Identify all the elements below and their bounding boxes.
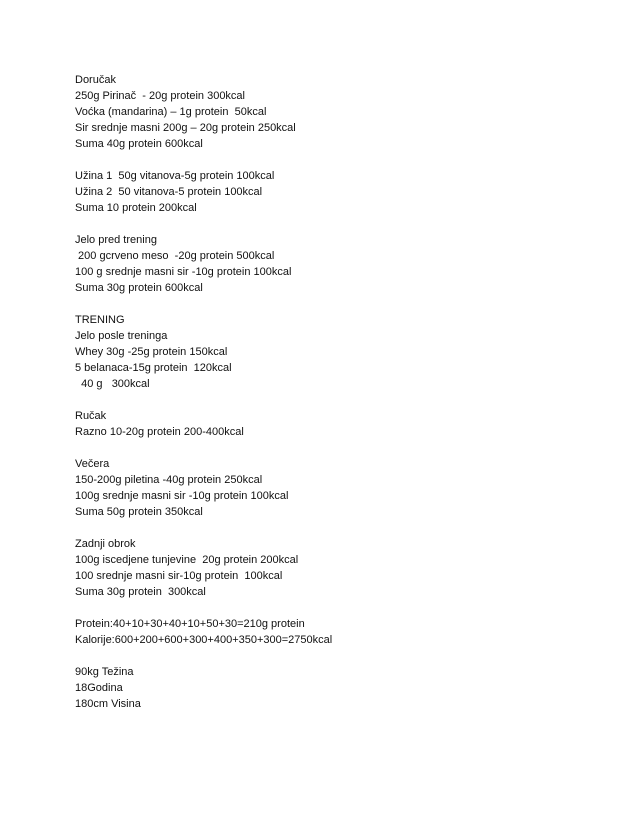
text-line: 100g srednje masni sir -10g protein 100kcal xyxy=(75,490,289,502)
calorie-total: Kalorije:600+200+600+300+400+350+300=2750kcal xyxy=(75,634,333,646)
blank-line xyxy=(75,440,595,456)
text-line: 5 belanaca-15g protein 120kcal xyxy=(75,362,232,374)
text-line: Sir srednje masni 200g – 20g protein 250kcal xyxy=(75,122,296,134)
section-pre-workout xyxy=(75,232,595,296)
weight-line: 90kg Težina xyxy=(75,666,134,678)
document-body xyxy=(75,72,595,712)
text-line: Suma 30g protein 300kcal xyxy=(75,586,206,598)
section-heading: TRENING xyxy=(75,314,125,326)
section-heading: Ručak xyxy=(75,410,107,422)
section-personal-stats xyxy=(75,664,595,712)
text-line: 100 g srednje masni sir -10g protein 100kcal xyxy=(75,266,292,278)
section-lunch xyxy=(75,408,595,440)
blank-line xyxy=(75,296,595,312)
section-heading: Večera xyxy=(75,458,110,470)
text-line: Užina 1 50g vitanova-5g protein 100kcal xyxy=(75,170,275,182)
height-line: 180cm Visina xyxy=(75,698,141,710)
blank-line xyxy=(75,600,595,616)
text-line: Suma 10 protein 200kcal xyxy=(75,202,197,214)
blank-line xyxy=(75,152,595,168)
age-line: 18Godina xyxy=(75,682,123,694)
blank-line xyxy=(75,520,595,536)
text-line: Voćka (mandarina) – 1g protein 50kcal xyxy=(75,106,267,118)
text-line: Whey 30g -25g protein 150kcal xyxy=(75,346,228,358)
protein-total: Protein:40+10+30+40+10+50+30=210g protein xyxy=(75,618,305,630)
text-line: Suma 40g protein 600kcal xyxy=(75,138,203,150)
section-dinner xyxy=(75,456,595,520)
text-line: Jelo posle treninga xyxy=(75,330,168,342)
section-breakfast xyxy=(75,72,595,152)
section-training xyxy=(75,312,595,392)
blank-line xyxy=(75,216,595,232)
section-heading: Doručak xyxy=(75,74,116,86)
text-line: 100g iscedjene tunjevine 20g protein 200kcal xyxy=(75,554,299,566)
section-heading: Zadnji obrok xyxy=(75,538,136,550)
text-line: 200 gcrveno meso -20g protein 500kcal xyxy=(75,250,275,262)
blank-line xyxy=(75,392,595,408)
text-line: 40 g 300kcal xyxy=(75,378,150,390)
text-line: Razno 10-20g protein 200-400kcal xyxy=(75,426,244,438)
text-line: Suma 50g protein 350kcal xyxy=(75,506,203,518)
text-line: 100 srednje masni sir-10g protein 100kcal xyxy=(75,570,283,582)
blank-line xyxy=(75,648,595,664)
text-line: Užina 2 50 vitanova-5 protein 100kcal xyxy=(75,186,263,198)
text-line: 150-200g piletina -40g protein 250kcal xyxy=(75,474,263,486)
text-line: 250g Pirinač - 20g protein 300kcal xyxy=(75,90,245,102)
section-snacks xyxy=(75,168,595,216)
section-last-meal xyxy=(75,536,595,600)
section-heading: Jelo pred trening xyxy=(75,234,157,246)
section-totals xyxy=(75,616,595,648)
text-line: Suma 30g protein 600kcal xyxy=(75,282,203,294)
